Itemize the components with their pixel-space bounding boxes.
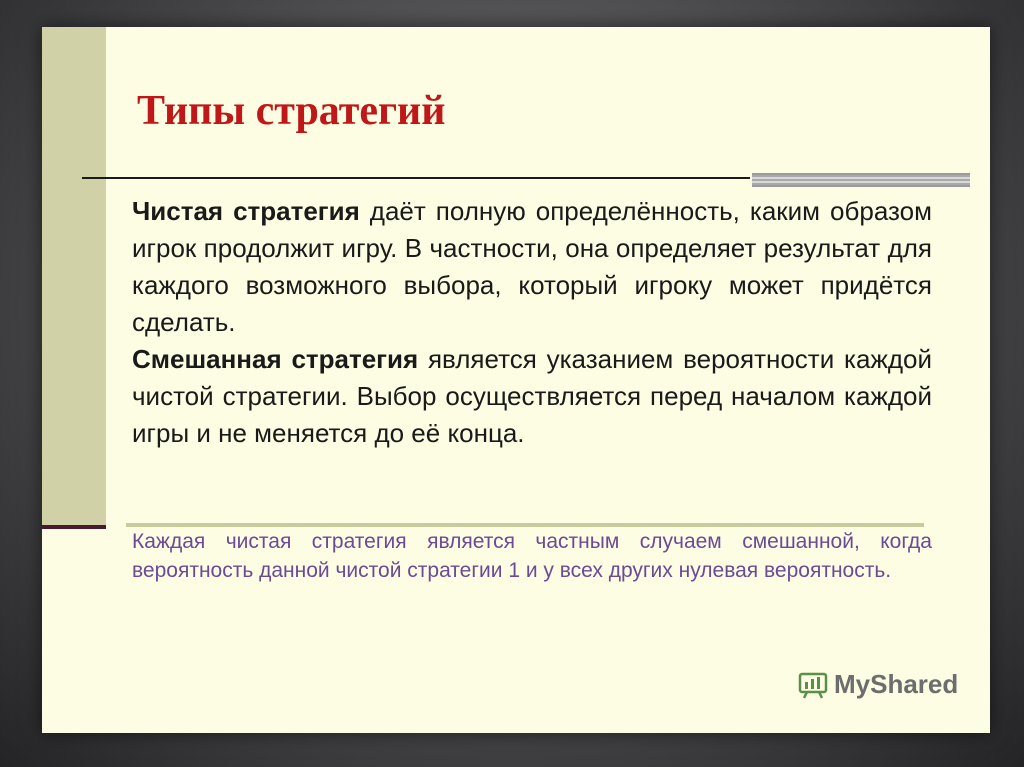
- paragraph-pure-strategy-text: даёт полную определённость, каким образом игрок продолжит игру. В частности, она определяет результат для каждого возможного выбора, который игроку может придётся сделать.: [132, 196, 932, 337]
- title-divider: [82, 177, 750, 179]
- myshared-wordmark: MyShared: [834, 669, 959, 699]
- left-strip-rule: [42, 525, 106, 529]
- paragraph-pure-strategy: [132, 193, 932, 341]
- term-mixed-strategy: Смешанная стратегия: [132, 344, 419, 374]
- note-text: Каждая чистая стратегия является частным случаем смешанной, когда вероятность данной чистой стратегии 1 и у всех других нулевая вероятность.: [132, 530, 932, 582]
- slide: [42, 27, 990, 733]
- paragraph-mixed-strategy: [132, 341, 932, 452]
- myshared-logo-icon: [798, 670, 828, 700]
- slide-body: [132, 193, 932, 452]
- left-accent-strip: [42, 27, 106, 527]
- title-divider-accent: [752, 173, 970, 187]
- term-pure-strategy: Чистая стратегия: [132, 196, 360, 226]
- paragraph-mixed-strategy-text: является указанием вероятности каждой чистой стратегии. Выбор осуществляется перед началом каждой игры и не меняется до её конца.: [132, 344, 932, 448]
- myshared-watermark: [798, 669, 958, 700]
- slide-title: Типы стратегий: [137, 88, 446, 134]
